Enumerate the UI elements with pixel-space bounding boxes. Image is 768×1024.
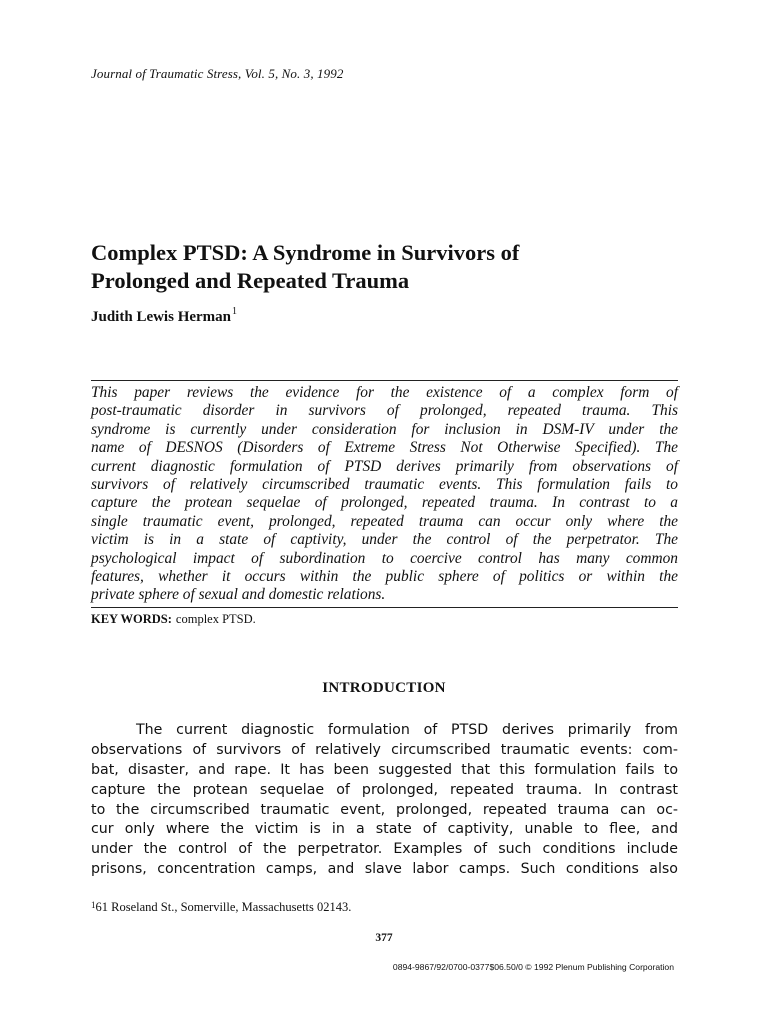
abstract-line: features, whether it occurs within the public sphere of politics or within the bbox=[91, 567, 678, 585]
abstract-line: survivors of relatively circumscribed traumatic events. This formulation fails to bbox=[91, 475, 678, 493]
article-title-line-1: Complex PTSD: A Syndrome in Survivors of bbox=[91, 240, 520, 265]
abstract-line: post-traumatic disorder in survivors of prolonged, repeated trauma. This bbox=[91, 402, 678, 420]
author-footnote-marker: 1 bbox=[232, 306, 238, 317]
abstract-line: single traumatic event, prolonged, repeated trauma can occur only where the bbox=[91, 512, 678, 530]
abstract-line: capture the protean sequelae of prolonged, repeated trauma. In contrast to a bbox=[91, 494, 678, 512]
article-title bbox=[91, 239, 691, 295]
author-name: Judith Lewis Herman bbox=[91, 309, 232, 325]
body-line: under the control of the perpetrator. Examples of such conditions include bbox=[91, 841, 678, 858]
abstract-line: This paper reviews the evidence for the existence of a complex form of bbox=[91, 384, 678, 401]
abstract-line: syndrome is currently under consideration for inclusion in DSM-IV under the bbox=[91, 420, 678, 438]
abstract-line: psychological impact of subordination to coercive control has many common bbox=[91, 549, 678, 567]
abstract-line: name of DESNOS (Disorders of Extreme Stress Not Otherwise Specified). The bbox=[91, 439, 678, 457]
copyright-line: 0894-9867/92/0700-0377$06.50/0 © 1992 Plenum Publishing Corporation bbox=[392, 962, 674, 972]
keywords bbox=[91, 612, 256, 627]
abstract-line: current diagnostic formulation of PTSD derives primarily from observations of bbox=[91, 457, 678, 475]
footnote-marker: 1 bbox=[91, 900, 96, 910]
article-title-line-2: Prolonged and Repeated Trauma bbox=[91, 268, 410, 293]
abstract bbox=[91, 384, 678, 605]
section-heading-introduction: INTRODUCTION bbox=[322, 680, 446, 696]
keywords-label: KEY WORDS: bbox=[91, 612, 172, 626]
body-line: bat, disaster, and rape. It has been suggested that this formulation fails to bbox=[91, 761, 678, 778]
introduction-paragraph bbox=[91, 721, 678, 880]
journal-citation-header: Journal of Traumatic Stress, Vol. 5, No. 3, 1992 bbox=[91, 66, 344, 81]
abstract-top-rule bbox=[91, 380, 678, 381]
body-line: The current diagnostic formulation of PTSD derives primarily from bbox=[136, 722, 678, 738]
abstract-bottom-rule bbox=[91, 607, 678, 608]
body-line: cur only where the victim is in a state of captivity, unable to flee, and bbox=[91, 821, 678, 838]
body-line: observations of survivors of relatively circumscribed traumatic events: com- bbox=[91, 741, 678, 758]
abstract-line: victim is in a state of captivity, under the control of the perpetrator. The bbox=[91, 531, 678, 549]
footnote-text: 61 Roseland St., Somerville, Massachusetts 02143. bbox=[95, 900, 352, 914]
body-line: capture the protean sequelae of prolonged, repeated trauma. In contrast bbox=[91, 781, 678, 798]
body-line: prisons, concentration camps, and slave labor camps. Such conditions also bbox=[91, 861, 678, 878]
author-byline bbox=[91, 306, 238, 326]
page-number: 377 bbox=[375, 932, 393, 944]
footnote bbox=[91, 900, 351, 915]
keywords-value: complex PTSD. bbox=[175, 612, 256, 626]
body-line: to the circumscribed traumatic event, prolonged, repeated trauma can oc- bbox=[91, 801, 678, 818]
abstract-line: private sphere of sexual and domestic relations. bbox=[91, 586, 386, 604]
